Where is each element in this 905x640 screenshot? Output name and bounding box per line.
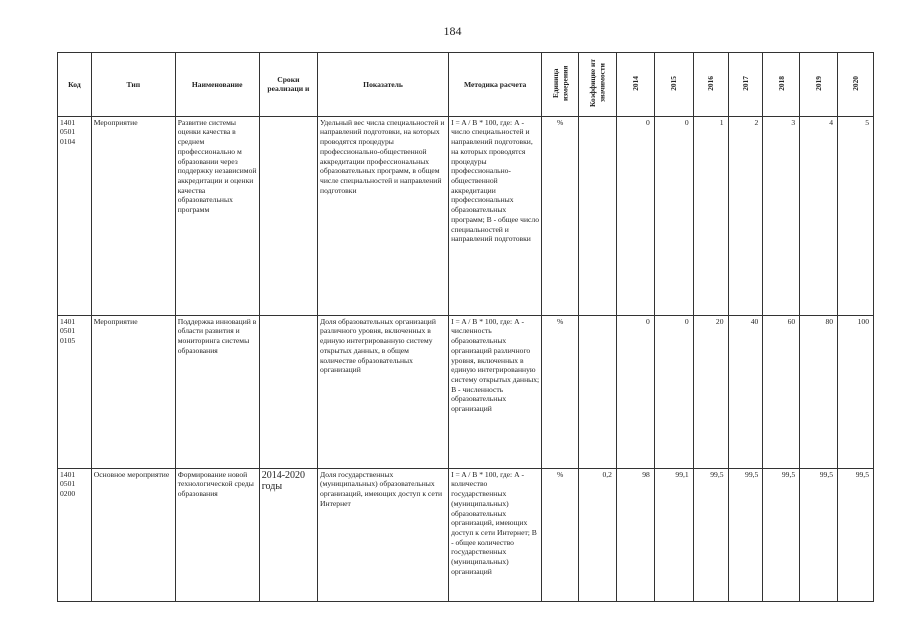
cell-2020: 100 — [838, 315, 874, 468]
cell-metodika: I = A / B * 100, где: А - число специальностей и направлений подготовки, на которых проводятся процедуры профессионально-общественной аккредитации профессиональных образовательных программ; В - общее число специальностей и направлений подготовки — [449, 116, 542, 315]
header-2014 — [616, 53, 654, 117]
cell-naimenovanie: Формирование новой технологической среды образования — [175, 468, 259, 601]
header-2019 — [800, 53, 838, 117]
header-2016-text: 2016 — [705, 75, 715, 91]
header-metodika: Методика расчета — [449, 53, 542, 117]
cell-naimenovanie: Поддержка инноваций в области развития и мониторинга системы образования — [175, 315, 259, 468]
cell-kod: 1401 0501 0200 — [58, 468, 92, 601]
header-2018-text: 2018 — [776, 75, 786, 91]
indicators-table — [57, 52, 874, 602]
header-2015 — [654, 53, 693, 117]
cell-tip: Основное мероприятие — [91, 468, 175, 601]
cell-koeff: 0,2 — [579, 468, 617, 601]
cell-naimenovanie: Развитие системы оценки качества в среднем профессионально м образовании через поддержку независимой аккредитации и оценки качества образовательных программ — [175, 116, 259, 315]
header-2020-text: 2020 — [850, 75, 860, 91]
header-2019-text: 2019 — [813, 75, 823, 91]
cell-koeff — [579, 315, 617, 468]
cell-kod: 1401 0501 0105 — [58, 315, 92, 468]
cell-sroki — [259, 116, 317, 315]
header-edinica-text: Единица измерения — [550, 65, 570, 101]
header-2017-text: 2017 — [740, 75, 750, 91]
cell-2017: 2 — [728, 116, 763, 315]
cell-2018: 3 — [763, 116, 800, 315]
cell-2017: 99,5 — [728, 468, 763, 601]
cell-2015: 0 — [654, 315, 693, 468]
cell-2015: 99,1 — [654, 468, 693, 601]
cell-2016: 1 — [693, 116, 728, 315]
cell-tip: Мероприятие — [91, 315, 175, 468]
header-edinica — [542, 53, 579, 117]
cell-koeff — [579, 116, 617, 315]
cell-kod: 1401 0501 0104 — [58, 116, 92, 315]
header-2016 — [693, 53, 728, 117]
cell-edinica: % — [542, 468, 579, 601]
header-2015-text: 2015 — [669, 75, 679, 91]
cell-edinica: % — [542, 315, 579, 468]
cell-sroki: 2014-2020 годы — [259, 468, 317, 601]
header-naimenovanie: Наименование — [175, 53, 259, 117]
cell-2016: 20 — [693, 315, 728, 468]
table-row — [58, 116, 874, 315]
cell-2017: 40 — [728, 315, 763, 468]
cell-2018: 60 — [763, 315, 800, 468]
page-number: 184 — [443, 24, 462, 38]
cell-tip: Мероприятие — [91, 116, 175, 315]
header-koeff-text: Коэффицие нт значимости — [588, 59, 607, 107]
cell-2014: 98 — [616, 468, 654, 601]
header-sroki: Сроки реализаци и — [259, 53, 317, 117]
header-2020 — [838, 53, 874, 117]
header-kod: Код — [58, 53, 92, 117]
cell-2014: 0 — [616, 116, 654, 315]
header-2017 — [728, 53, 763, 117]
cell-2015: 0 — [654, 116, 693, 315]
cell-pokazatel: Доля государственных (муниципальных) образовательных организаций, имеющих доступ к сети Интернет — [318, 468, 449, 601]
table-row — [58, 468, 874, 601]
header-row — [58, 53, 874, 117]
cell-pokazatel: Доля образовательных организаций различного уровня, включенных в единую интегрированную систему открытых данных, в общем количестве образовательных организаций — [318, 315, 449, 468]
table-row — [58, 315, 874, 468]
header-pokazatel: Показатель — [318, 53, 449, 117]
header-tip: Тип — [91, 53, 175, 117]
cell-sroki — [259, 315, 317, 468]
cell-pokazatel: Удельный вес числа специальностей и направлений подготовки, на которых проводятся процедуры профессионально-общественной аккредитации профессиональных образовательных программ, в общем числе специальностей и направлений подготовки — [318, 116, 449, 315]
cell-2016: 99,5 — [693, 468, 728, 601]
cell-2020: 5 — [838, 116, 874, 315]
cell-2018: 99,5 — [763, 468, 800, 601]
cell-edinica: % — [542, 116, 579, 315]
cell-metodika: I = A / B * 100, где: А - численность образовательных организаций различного уровня, включенных в единую интегрированную систему открытых данных; В - численность образовательных организаций — [449, 315, 542, 468]
cell-2014: 0 — [616, 315, 654, 468]
header-koeff — [579, 53, 617, 117]
cell-metodika: I = A / B * 100, где: А - количество государственных (муниципальных) образовательных организаций, имеющих доступ к сети Интернет; В - общее количество государственных (муниципальных) организаций — [449, 468, 542, 601]
cell-2020: 99,5 — [838, 468, 874, 601]
cell-2019: 99,5 — [800, 468, 838, 601]
header-2014-text: 2014 — [630, 75, 640, 91]
header-2018 — [763, 53, 800, 117]
cell-2019: 80 — [800, 315, 838, 468]
cell-2019: 4 — [800, 116, 838, 315]
